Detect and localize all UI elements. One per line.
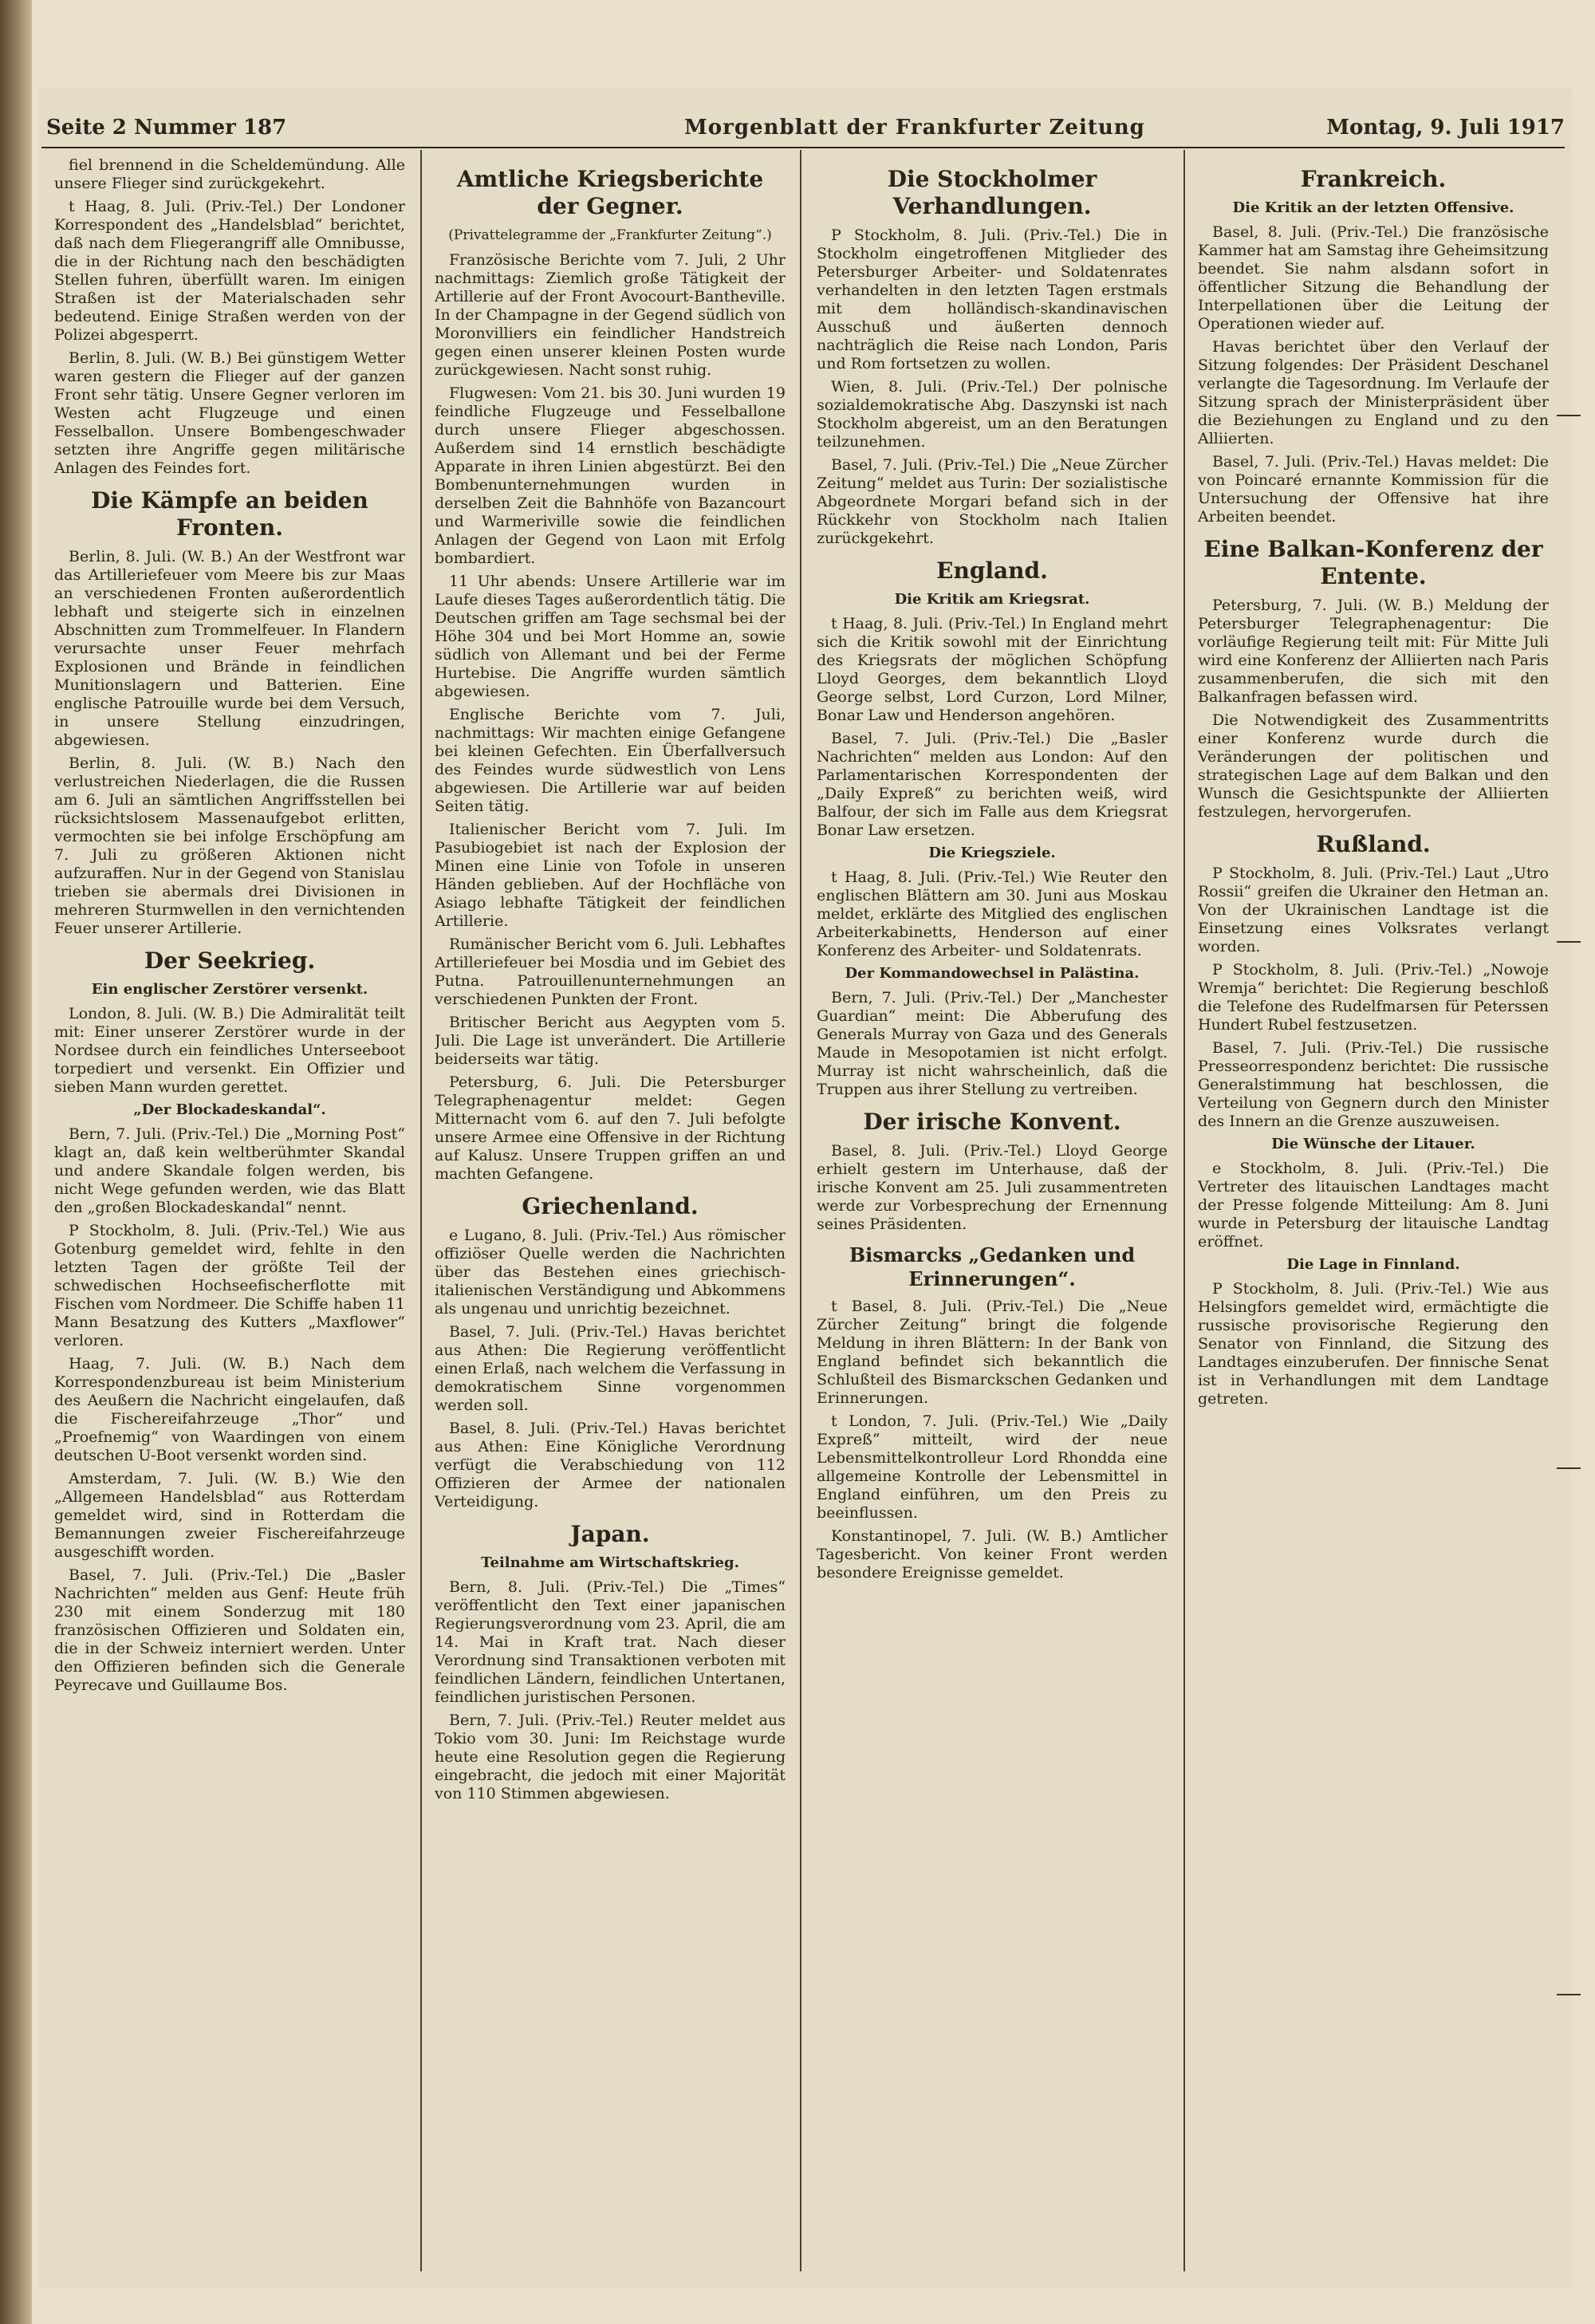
article-paragraph: Rumänischer Bericht vom 6. Juli. Lebhaftes Artilleriefeuer bei Mosdia und im Gebiet des Putna. Patrouillenunternehmungen an verschiedenen Punkten der Front. xyxy=(435,936,786,1008)
article-paragraph: t Haag, 8. Juli. (Priv.-Tel.) Wie Reuter den englischen Blättern am 30. Juni aus Moskau meldet, erklärte des Mitglied des englischen Arbeiterkabinetts, Henderson auf einer Konferenz des Arbeiter- und Soldatenrats. xyxy=(817,869,1168,959)
article-subheading: Ein englischer Zerstörer versenkt. xyxy=(91,981,368,998)
article-paragraph: Die Notwendigkeit des Zusammentritts einer Konferenz wurde durch die Veränderungen der politischen und strategischen Lage auf dem Balkan und den Wunsch die Gesichtspunkte der Alliierten festzulegen, hervorgerufen. xyxy=(1198,711,1549,821)
article-subheading: Der Kommandowechsel in Palästina. xyxy=(845,965,1140,982)
article-paragraph: Basel, 7. Juli. (Priv.-Tel.) Havas meldet: Die von Poincaré ernannte Kommission für die Untersuchung der Offensive hat ihre Arbeiten beendet. xyxy=(1198,453,1549,526)
article-subheading: Die Lage in Finnland. xyxy=(1286,1256,1460,1273)
article-paragraph: Berlin, 8. Juli. (W. B.) An der Westfront war das Artilleriefeuer vom Meere bis zur Maas an verschiedenen Fronten außerordentlich lebhaft und steigerte sich in einzelnen Abschnitten zum Trommelfeuer. In Flandern verursachte unser Feuer mehrfach Explosionen und Brände in feindlichen Munitionslagern und Batterien. Eine englische Patrouille wurde bei dem Versuch, in unsere Stellung einzudringen, abgewiesen. xyxy=(54,548,405,749)
article-paragraph: London, 8. Juli. (W. B.) Die Admiralität teilt mit: Einer unserer Zerstörer wurde in der Nordsee durch ein feindliches Unterseeboot torpediert und versenkt. Ein Offizier und sieben Mann wurden gerettet. xyxy=(54,1005,405,1096)
article-paragraph: P Stockholm, 8. Juli. (Priv.-Tel.) Laut „Utro Rossii“ greifen die Ukrainer den Hetman an. Von der Ukrainischen Landtage ist die Einsetzung eines Volksrates verlangt worden. xyxy=(1198,865,1549,955)
article-subheading: „Der Blockadeskandal“. xyxy=(133,1101,326,1118)
article-paragraph: t London, 7. Juli. (Priv.-Tel.) Wie „Daily Expreß“ mitteilt, wird der neue Lebensmittelkontrolleur Lord Rhondda eine allgemeine Kontrolle der Lebensmittel in England einführen, um den Preis zu beeinflussen. xyxy=(817,1412,1168,1522)
book-binding xyxy=(0,0,32,2324)
section-heading: Bismarcks „Gedanken und Erinnerungen“. xyxy=(849,1243,1136,1290)
article-paragraph: Flugwesen: Vom 21. bis 30. Juni wurden 19 feindliche Flugzeuge und Fesselballone durch unsere Flieger abgeschossen. Außerdem sind 14 ernstlich beschädigte Apparate in ihren Linien abgestürzt. Bei den Bombenunternehmungen wurden in derselben Zeit die Bahnhöfe von Bazancourt und Warmeriville sowie die feindlichen Anlagen der Gegend von Laon mit Erfolg bombardiert. xyxy=(435,384,786,567)
article-subheading: Teilnahme am Wirtschaftskrieg. xyxy=(481,1554,739,1571)
section-heading: Griechenland. xyxy=(522,1193,699,1219)
article-subheading: Die Kritik am Kriegsrat. xyxy=(894,591,1090,608)
article-paragraph: t Basel, 8. Juli. (Priv.-Tel.) Die „Neue Zürcher Zeitung“ bringt die folgende Meldung in ihren Blättern: In der Bank von England befindet sich bekanntlich die Schlußteil des Bismarckschen Gedanken und Erinnerungen. xyxy=(817,1298,1168,1407)
article-paragraph: Amsterdam, 7. Juli. (W. B.) Wie den „Allgemeen Handelsblad“ aus Rotterdam gemeldet wird, sind in Rotterdam die Bemannungen zweier Fischereifahrzeuge ausgeschifft worden. xyxy=(54,1470,405,1561)
article-paragraph: fiel brennend in die Scheldemündung. Alle unsere Flieger sind zurückgekehrt. xyxy=(54,156,405,192)
section-heading: Die Kämpfe an beiden Fronten. xyxy=(91,487,368,541)
article-paragraph: Haag, 7. Juli. (W. B.) Nach dem Korrespondenzbureau ist beim Ministerium des Aeußern die Nachricht eingelaufen, daß die Fischereifahrzeuge „Thor“ und „Proefnemig“ von Waardingen von einem deutschen U-Boot versenkt worden sind. xyxy=(54,1355,405,1464)
column-2 xyxy=(435,156,786,2262)
article-paragraph: t Haag, 8. Juli. (Priv.-Tel.) Der Londoner Korrespondent des „Handelsblad“ berichtet, daß nach dem Fliegerangriff alle Omnibusse, die in der Richtung nach den beschädigten Stellen fuhren, überfüllt waren. Im einigen Straßen ist der Materialschaden sehr bedeutend. Einige Straßen werden von der Polizei abgesperrt. xyxy=(54,198,405,344)
page-number: Seite 2 Nummer 187 xyxy=(46,116,287,140)
section-heading: Frankreich. xyxy=(1300,166,1447,192)
column-1 xyxy=(54,156,405,2262)
article-paragraph: Italienischer Bericht vom 7. Juli. Im Pasubiogebiet ist nach der Explosion der Minen eine Linie von Tofole in unseren Händen geblieben. Auf der Hochfläche von Asiago lebhafte Tätigkeit der feindlichen Artillerie. xyxy=(435,821,786,930)
column-4 xyxy=(1198,156,1549,2262)
article-paragraph: Basel, 7. Juli. (Priv.-Tel.) Die „Neue Zürcher Zeitung“ meldet aus Turin: Der sozialistische Abgeordnete Morgari befand sich in der Rückkehr von Stockholm nach Italien zurückgekehrt. xyxy=(817,456,1168,547)
section-heading: Amtliche Kriegsberichte der Gegner. xyxy=(456,166,764,219)
article-paragraph: Bern, 7. Juli. (Priv.-Tel.) Reuter meldet aus Tokio vom 30. Juni: Im Reichstage wurde heute eine Resolution gegen die Regierung eingebracht, die jedoch mit einer Majorität von 110 Stimmen abgewiesen. xyxy=(435,1711,786,1802)
section-heading: Eine Balkan-Konferenz der Entente. xyxy=(1203,536,1543,589)
article-paragraph: e Lugano, 8. Juli. (Priv.-Tel.) Aus römischer offiziöser Quelle werden die Nachrichten über das Bestehen eines griechisch-italienischen Verständigung und Abkommens als ungenau und unrichtig bezeichnet. xyxy=(435,1227,786,1318)
column-divider xyxy=(800,150,801,2271)
article-paragraph: Bern, 8. Juli. (Priv.-Tel.) Die „Times“ veröffentlicht den Text einer japanischen Regierungsverordnung vom 23. April, die am 14. Mai in Kraft trat. Nach dieser Verordnung sind Transaktionen verboten mit feindlichen Ländern, feindlichen Untertanen, feindlichen juristischen Personen. xyxy=(435,1578,786,1706)
article-paragraph: P Stockholm, 8. Juli. (Priv.-Tel.) Wie aus Helsingfors gemeldet wird, ermächtigte die russische provisorische Regierung den Senator von Finnland, die Sitzung des Landtages einzuberufen. Der finnische Senat ist in Verhandlungen mit dem Landtage getreten. xyxy=(1198,1280,1549,1408)
newspaper-title: Morgenblatt der Frankfurter Zeitung xyxy=(684,116,1145,140)
article-paragraph: Basel, 8. Juli. (Priv.-Tel.) Havas berichtet aus Athen: Eine Königliche Verordnung verfügt die Verabschiedung von 112 Offizieren der Armee der nationalen Verteidigung. xyxy=(435,1420,786,1511)
section-intro: (Privattelegramme der „Frankfurter Zeitung“.) xyxy=(448,227,772,243)
article-paragraph: Basel, 7. Juli. (Priv.-Tel.) Die russische Presseorrespondenz berichtet: Die russische Generalstimmung hat beschlossen, die Verteilung von Gegnern durch den Minister des Innern an die Grenze auszuweisen. xyxy=(1198,1039,1549,1130)
section-heading: Der irische Konvent. xyxy=(863,1109,1121,1135)
article-paragraph: Basel, 7. Juli. (Priv.-Tel.) Die „Basler Nachrichten“ melden aus London: Auf den Parlamentarischen Korrespondenten der „Daily Expreß“ zu berichten weiß, wird Balfour, der sich im Falle aus dem Kriegsrat Bonar Law ersetzen. xyxy=(817,730,1168,839)
article-paragraph: Bern, 7. Juli. (Priv.-Tel.) Der „Manchester Guardian“ meint: Die Abberufung des Generals Murray von Gaza und des Generals Maude in Mesopotamien ist nicht erfolgt. Murray ist nicht wahrscheinlich, daß die Truppen aus ihrer Stellung zu vertreiben. xyxy=(817,989,1168,1098)
article-paragraph: t Haag, 8. Juli. (Priv.-Tel.) In England mehrt sich die Kritik sowohl mit der Einrichtung des Kriegsrats der möglichen Schöpfung Lloyd Georges, dem bekanntlich Lloyd George selbst, Lord Curzon, Lord Milner, Bonar Law und Henderson angehören. xyxy=(817,615,1168,724)
article-paragraph: e Stockholm, 8. Juli. (Priv.-Tel.) Die Vertreter des litauischen Landtages macht der Presse folgende Mitteilung: Am 8. Juni wurde in Petersburg der litauische Landtag eröffnet. xyxy=(1198,1160,1549,1251)
article-paragraph: Basel, 8. Juli. (Priv.-Tel.) Lloyd George erhielt gestern im Unterhause, daß der irische Konvent am 25. Juli zusammentreten werde zur Vorbesprechung der Ernennung seines Präsidenten. xyxy=(817,1142,1168,1233)
issue-date: Montag, 9. Juli 1917 xyxy=(1326,116,1565,140)
margin-mark xyxy=(1557,1467,1581,1488)
article-paragraph: Wien, 8. Juli. (Priv.-Tel.) Der polnische sozialdemokratische Abg. Daszynski ist nach Stockholm abgereist, um an den Beratungen teilzunehmen. xyxy=(817,378,1168,451)
section-heading: Der Seekrieg. xyxy=(144,947,316,974)
article-paragraph: Englische Berichte vom 7. Juli, nachmittags: Wir machten einige Gefangene bei kleinen Gefechten. Ein Überfallversuch des Feindes wurde südwestlich von Lens abgewiesen. Die Artillerie war auf beiden Seiten tätig. xyxy=(435,706,786,815)
margin-mark xyxy=(1557,941,1581,962)
section-heading: Japan. xyxy=(570,1521,650,1547)
article-paragraph: Basel, 7. Juli. (Priv.-Tel.) Die „Basler Nachrichten“ melden aus Genf: Heute früh 230 mit einem Sonderzug mit 180 französischen Offizieren und Soldaten ein, die in der Schweiz interniert werden. Unter den Offizieren befinden sich die Generale Peyrecave und Guillaume Bos. xyxy=(54,1566,405,1694)
article-paragraph: Basel, 7. Juli. (Priv.-Tel.) Havas berichtet aus Athen: Die Regierung veröffentlicht einen Erlaß, nach welchem die Verfassung in demokratischem Sinne vorgenommen werden soll. xyxy=(435,1323,786,1414)
masthead-rule xyxy=(41,147,1565,148)
article-paragraph: Britischer Bericht aus Aegypten vom 5. Juli. Die Lage ist unverändert. Die Artillerie beiderseits war tätig. xyxy=(435,1014,786,1068)
article-paragraph: Petersburg, 7. Juli. (W. B.) Meldung der Petersburger Telegraphenagentur: Die vorläufige Regierung teilt mit: Für Mitte Juli wird eine Konferenz der Alliierten nach Paris zusammenberufen, die sich mit den Balkanfragen befassen wird. xyxy=(1198,597,1549,706)
article-subheading: Die Wünsche der Litauer. xyxy=(1271,1136,1475,1152)
article-paragraph: Basel, 8. Juli. (Priv.-Tel.) Die französische Kammer hat am Samstag ihre Geheimsitzung beendet. Sie nahm alsdann sofort in öffentlicher Sitzung die Behandlung der Interpellationen über die Leitung der Operationen wieder auf. xyxy=(1198,223,1549,333)
column-3 xyxy=(817,156,1168,2262)
article-paragraph: P Stockholm, 8. Juli. (Priv.-Tel.) Wie aus Gotenburg gemeldet wird, fehlte in den letzten Tagen der größte Teil der schwedischen Hochseefischerflotte mit Fischen vom Nordmeer. Die Schiffe haben 11 Mann Besatzung des Kutters „Maxflower“ verloren. xyxy=(54,1222,405,1349)
article-subheading: Die Kritik an der letzten Offensive. xyxy=(1232,199,1514,216)
column-divider xyxy=(420,150,422,2271)
article-paragraph: 11 Uhr abends: Unsere Artillerie war im Laufe dieses Tages außerordentlich tätig. Die Deutschen griffen am Tage sechsmal bei der Höhe 304 und bei Mort Homme an, sowie südlich von Allemant und bei der Ferme Hurtebise. Die Angriffe wurden sämtlich abgewiesen. xyxy=(435,573,786,700)
article-paragraph: Havas berichtet über den Verlauf der Sitzung folgendes: Der Präsident Deschanel verlangte die Tagesordnung. Im Verlaufe der Sitzung sprach der Ministerpräsident über die Beziehungen zu England und zu den Alliierten. xyxy=(1198,338,1549,447)
article-paragraph: Französische Berichte vom 7. Juli, 2 Uhr nachmittags: Ziemlich große Tätigkeit der Artillerie auf der Front Avocourt-Bantheville. In der Champagne in der Gegend südlich von Moronvilliers ein feindlicher Handstreich gegen einen unserer kleinen Posten wurde zurückgewiesen. Nacht sonst ruhig. xyxy=(435,251,786,379)
article-paragraph: Berlin, 8. Juli. (W. B.) Nach den verlustreichen Niederlagen, die die Russen am 6. Juli an sämtlichen Angriffsstellen bei rücksichtslosem Massenaufgebot erlitten, vermochten sie bei infolge Erschöpfung am 7. Juli zu größeren Aktionen nicht aufzuraffen. Nur in der Gegend von Stanislau trieben sie abermals drei Divisionen in mehreren Sturmwellen in den vernichtenden Feuer unserer Artillerie. xyxy=(54,754,405,937)
article-paragraph: Petersburg, 6. Juli. Die Petersburger Telegraphenagentur meldet: Gegen Mitternacht vom 6. auf den 7. Juli befolgte unsere Armee eine Offensive in der Richtung auf Kalusz. Unsere Truppen griffen an und machten Gefangene. xyxy=(435,1073,786,1183)
article-paragraph: P Stockholm, 8. Juli. (Priv.-Tel.) Die in Stockholm eingetroffenen Mitglieder des Petersburger Arbeiter- und Soldatenrates verhandelten in den letzten Tagen erstmals mit dem holländisch-skandinavischen Ausschuß und äußerten dennoch nachträglich die Reise nach London, Paris und Rom fortsetzen zu wollen. xyxy=(817,226,1168,372)
article-subheading: Die Kriegsziele. xyxy=(928,845,1056,861)
article-paragraph: P Stockholm, 8. Juli. (Priv.-Tel.) „Nowoje Wremja“ berichtet: Die Regierung beschloß die Telefone des Rudelfmarsen für Peterssen Hundert Rubel festzusetzen. xyxy=(1198,961,1549,1034)
article-paragraph: Bern, 7. Juli. (Priv.-Tel.) Die „Morning Post“ klagt an, daß kein weltberühmter Skandal und andere Skandale folgen werden, bis nicht Wege gefunden werden, wie das Blatt den „großen Blockadeskandal“ nennt. xyxy=(54,1125,405,1216)
section-heading: England. xyxy=(936,557,1048,584)
margin-mark xyxy=(1557,415,1581,435)
article-paragraph: Konstantinopel, 7. Juli. (W. B.) Amtlicher Tagesbericht. Von keiner Front werden besondere Ereignisse gemeldet. xyxy=(817,1527,1168,1582)
margin-mark xyxy=(1557,1994,1581,2015)
masthead xyxy=(38,116,1569,144)
section-heading: Die Stockholmer Verhandlungen. xyxy=(887,166,1097,219)
section-heading: Rußland. xyxy=(1316,831,1431,857)
article-paragraph: Berlin, 8. Juli. (W. B.) Bei günstigem Wetter waren gestern die Flieger auf der ganzen Front sehr tätig. Unsere Gegner verloren im Westen acht Flugzeuge und einen Fesselballon. Unsere Bombengeschwader setzten ihre Angriffe gegen militärische Anlagen des Feindes fort. xyxy=(54,349,405,477)
column-divider xyxy=(1183,150,1185,2271)
